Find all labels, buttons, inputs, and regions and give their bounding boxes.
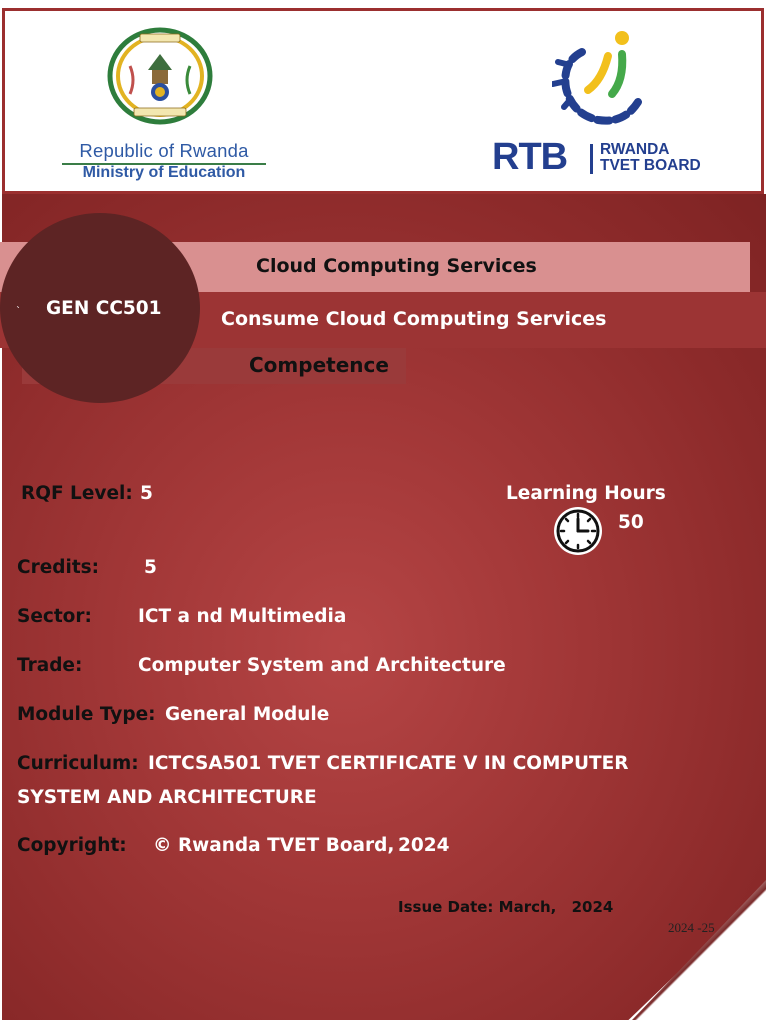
rtb-short: RTB xyxy=(492,136,568,178)
rqf-value: 5 xyxy=(140,483,153,504)
clock-icon xyxy=(551,505,605,557)
trade-label: Trade: xyxy=(17,655,83,676)
issue-date-label: Issue Date: March, xyxy=(398,898,557,916)
module-code: GEN CC501 xyxy=(46,298,162,319)
year-code: 2024 -25 xyxy=(668,920,715,935)
curriculum-value-line1: ICTCSA501 TVET CERTIFICATE V IN COMPUTER xyxy=(148,753,629,774)
credits-label: Credits: xyxy=(17,557,100,578)
rtb-logo xyxy=(488,26,728,186)
learning-hours-label: Learning Hours xyxy=(506,483,666,504)
ministry-line2: Ministry of Education xyxy=(82,164,246,181)
ministry-logo xyxy=(54,24,269,184)
rwanda-seal-icon xyxy=(100,26,220,126)
learning-hours-value: 50 xyxy=(618,512,644,533)
badge-dot: ` xyxy=(16,306,21,317)
rtb-gear-icon xyxy=(552,28,644,136)
copyright-label: Copyright: xyxy=(17,835,127,856)
rtb-name xyxy=(600,142,730,174)
rtb-divider xyxy=(590,144,593,174)
credits-value: 5 xyxy=(144,557,157,578)
issue-date-year: 2024 xyxy=(571,898,614,916)
copyright-value: © Rwanda TVET Board, xyxy=(153,835,395,856)
ministry-line1: Republic of Rwanda xyxy=(79,140,249,161)
module-code-badge xyxy=(0,213,200,403)
sector-label: Sector: xyxy=(17,606,92,627)
module-type-label: Module Type: xyxy=(17,704,156,725)
module-type-value: General Module xyxy=(165,704,330,725)
module-title: Cloud Computing Services xyxy=(256,255,537,277)
rqf-label: RQF Level: xyxy=(21,483,133,504)
trade-value: Computer System and Architecture xyxy=(138,655,506,676)
issue-date xyxy=(398,898,613,916)
sector-value: ICT a nd Multimedia xyxy=(138,606,347,627)
module-subtitle: Consume Cloud Computing Services xyxy=(221,308,607,330)
curriculum-value-line2: SYSTEM AND ARCHITECTURE xyxy=(17,787,317,808)
curriculum-label: Curriculum: xyxy=(17,753,139,774)
competence-label: Competence xyxy=(249,353,389,377)
rtb-line1: RWANDA xyxy=(600,141,670,158)
rtb-line2: TVET BOARD xyxy=(600,157,701,174)
copyright-year: 2024 xyxy=(398,835,450,856)
